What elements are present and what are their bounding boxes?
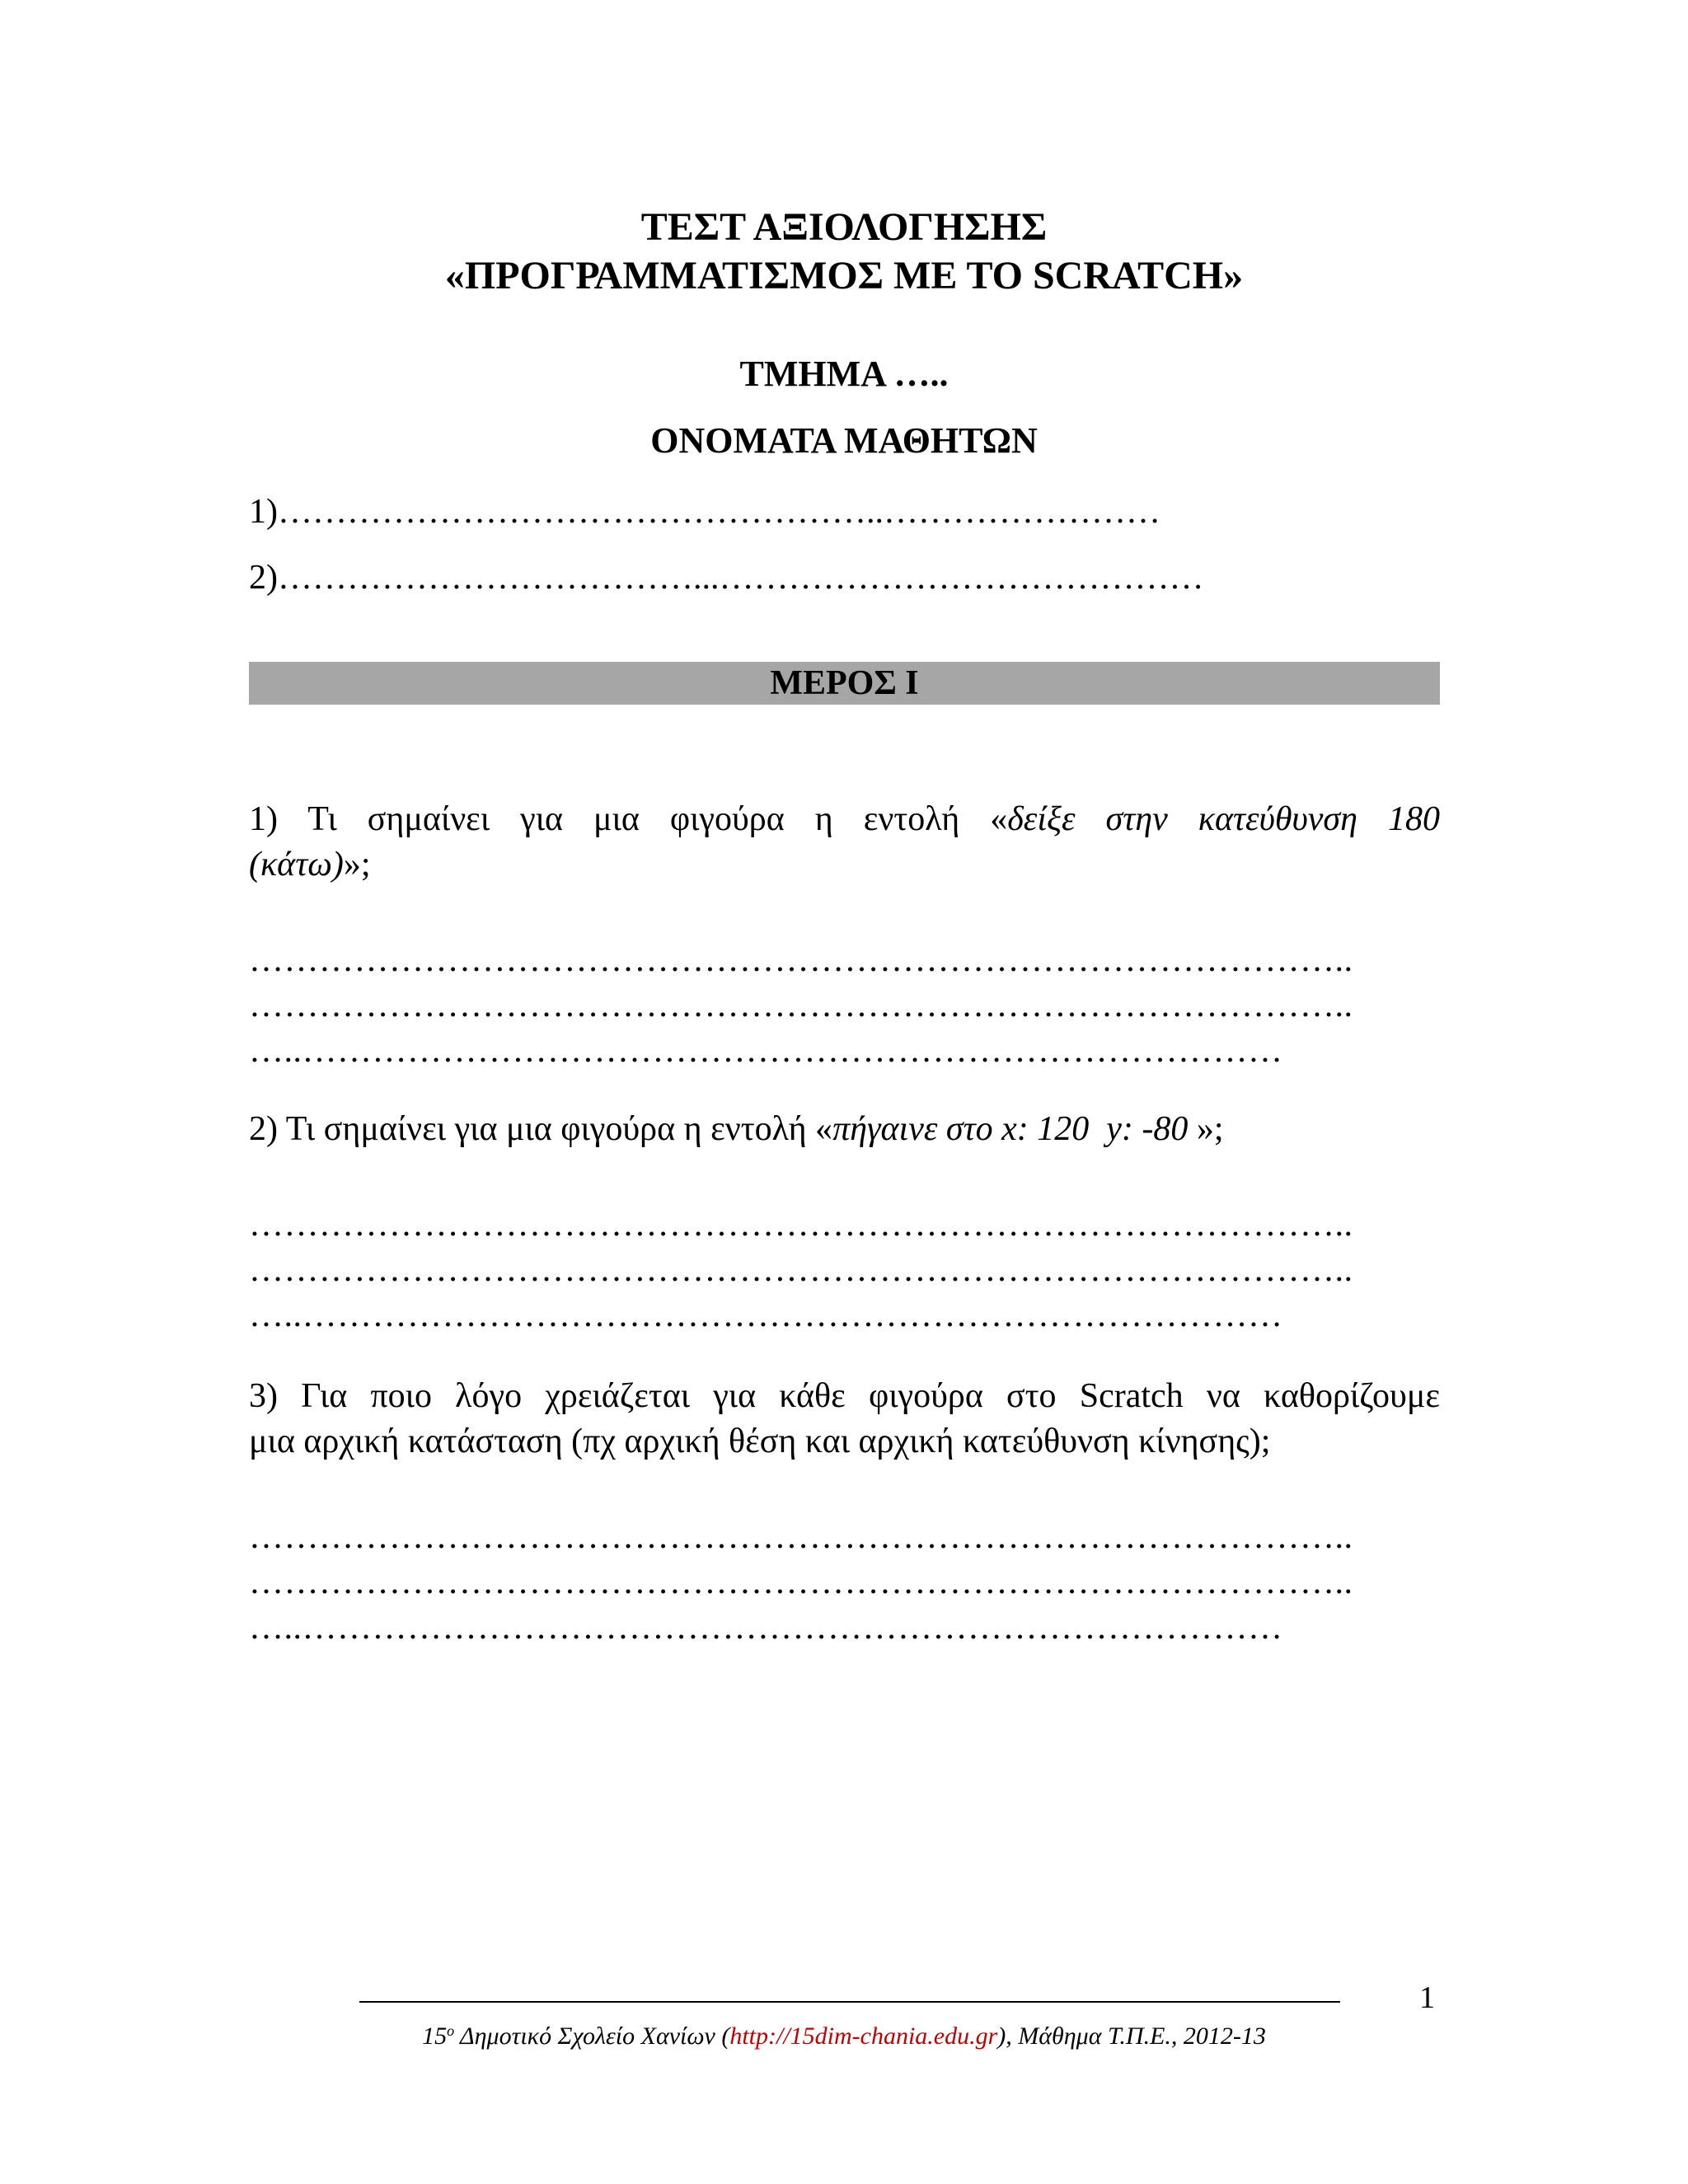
question-2-answer-area: [249, 1202, 1440, 1338]
question-2: [249, 1107, 1440, 1152]
question-1-suffix: »;: [343, 846, 371, 883]
answer-line: …..…………………………………………………………………………: [249, 1609, 1283, 1647]
footer-school-name: Δημοτικό Σχολείο Χανίων (: [454, 2022, 730, 2050]
answer-line: …………………………………………………………………………………..: [249, 987, 1353, 1024]
footer-divider: [359, 2001, 1340, 2003]
document-title-line1: ΤΕΣΤ ΑΞΙΟΛΟΓΗΣΗΣ: [640, 205, 1048, 249]
part-title-bar: [249, 662, 1440, 705]
part-title: ΜΕΡΟΣ Ι: [770, 664, 919, 702]
question-1-prefix: Τι σημαίνει για μια φιγούρα η εντολή «: [307, 800, 1008, 838]
question-1-line-2: [249, 842, 1440, 888]
student-name-line-1: 1)……………………………………………..……………………: [249, 493, 1160, 531]
question-3-answer-area: [249, 1515, 1440, 1651]
question-3-text-line-2: μια αρχική κατάσταση (πχ αρχική θέση και αρχική κατεύθυνση κίνησης);: [249, 1422, 1271, 1460]
question-3-text-line-1: Για ποιο λόγο χρειάζεται για κάθε φιγούρα στο Scratch να καθορίζουμε: [301, 1377, 1440, 1415]
question-1: [249, 797, 1440, 888]
student-name-line-2: 2)………………………………...……………………………………: [249, 559, 1204, 597]
question-3-number: 3): [249, 1377, 278, 1415]
question-1-command-line-1: δείξε στην κατεύθυνση 180: [1007, 800, 1440, 838]
footer-school-superscript: ο: [447, 2022, 455, 2039]
question-3-line-2: [249, 1419, 1440, 1465]
question-1-answer-area: [249, 938, 1440, 1074]
question-2-number: 2): [249, 1110, 278, 1148]
class-label: ΤΜΗΜΑ …..: [739, 354, 949, 394]
footer-text: [0, 2014, 1688, 2053]
answer-line: …………………………………………………………………………………..: [249, 1251, 1353, 1289]
question-2-prefix: Τι σημαίνει για μια φιγούρα η εντολή «: [285, 1110, 833, 1148]
footer-link[interactable]: http://15dim-chania.edu.gr: [729, 2022, 998, 2050]
answer-line: …………………………………………………………………………………..: [249, 1518, 1353, 1556]
question-3-line-1: [249, 1374, 1440, 1419]
answer-line: …………………………………………………………………………………..: [249, 1563, 1353, 1601]
document-title-line2: «ΠΡΟΓΡΑΜΜΑΤΙΣΜΟΣ ΜΕ ΤΟ SCRATCH»: [444, 254, 1244, 298]
question-2-line-1: [249, 1107, 1440, 1152]
question-1-number: 1): [249, 800, 278, 838]
footer-school-number: 15: [422, 2022, 448, 2050]
question-2-command: πήγαινε στο x: 120 y: -80: [832, 1110, 1189, 1148]
students-label: ΟΝΟΜΑΤΑ ΜΑΘΗΤΩΝ: [650, 420, 1038, 461]
footer-course: ), Μάθημα Τ.Π.Ε., 2012-13: [997, 2022, 1266, 2050]
answer-line: …..…………………………………………………………………………: [249, 1032, 1283, 1070]
question-1-command-line-2: (κάτω): [249, 846, 344, 883]
question-1-line-1: [249, 797, 1440, 842]
answer-line: …………………………………………………………………………………..: [249, 941, 1353, 979]
question-2-suffix: »;: [1188, 1110, 1224, 1148]
answer-line: …………………………………………………………………………………..: [249, 1206, 1353, 1244]
answer-line: …..…………………………………………………………………………: [249, 1296, 1283, 1334]
page-number: 1: [1419, 1980, 1435, 2015]
question-3: [249, 1374, 1440, 1465]
